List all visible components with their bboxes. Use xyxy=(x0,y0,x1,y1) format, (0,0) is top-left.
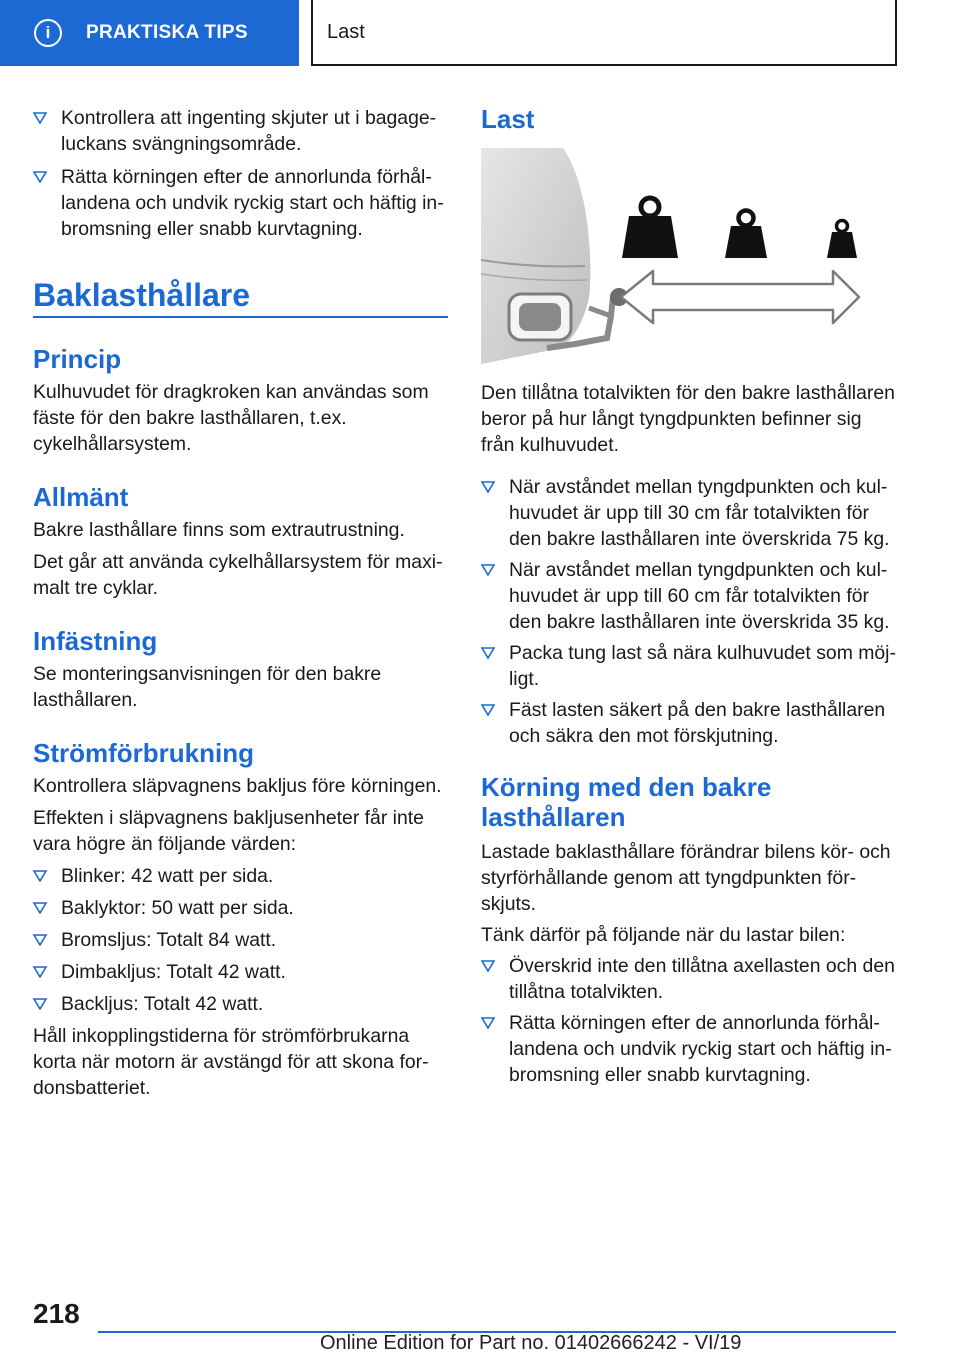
korning-heading: Körning med den bakre lasthållaren xyxy=(481,772,772,832)
triangle-bullet-icon xyxy=(481,647,495,659)
strom-text-1: Kontrollera släpvagnens bakljus före körningen. xyxy=(33,775,442,797)
list-item: Rätta körningen efter de annorlunda förhållandena och undvik ryckig start och häftig inbromsning eller snabb kurvtagning. xyxy=(33,164,448,242)
strom-text-3: Håll inkopplingstiderna för strömförbrukarna korta när motorn är avstängd för att skona fordonsbatteriet. xyxy=(33,1025,429,1099)
korning-list xyxy=(481,953,899,1088)
topic-label: Last xyxy=(327,20,365,43)
load-list xyxy=(481,474,899,749)
list-item: Fäst lasten säkert på den bakre lasthållaren och säkra den mot förskjutning. xyxy=(481,697,899,749)
list-item: Överskrid inte den tillåtna axellasten och den tillåtna totalvikten. xyxy=(481,953,899,1005)
chapter-title: Baklasthållare xyxy=(33,277,251,313)
infastning-text: Se monteringsanvisningen för den bakre lasthållaren. xyxy=(33,663,382,711)
list-item: Baklyktor: 50 watt per sida. xyxy=(33,895,448,921)
triangle-bullet-icon xyxy=(33,998,47,1010)
triangle-bullet-icon xyxy=(33,112,47,124)
triangle-bullet-icon xyxy=(33,902,47,914)
edition-text: Online Edition for Part no. 01402666242 - VI/19 xyxy=(320,1332,742,1354)
last-heading: Last xyxy=(481,104,535,134)
list-item: När avståndet mellan tyngdpunkten och kulhuvudet är upp till 60 cm får totalvikten för den bakre lasthållaren inte överskrida 35 kg. xyxy=(481,557,899,635)
triangle-bullet-icon xyxy=(481,564,495,576)
last-intro: Den tillåtna totalvikten för den bakre lasthållaren beror på hur långt tyngdpunkten befinner sig från kulhuvudet. xyxy=(481,382,895,456)
strom-text-2: Effekten i släpvagnens bakljusenheter får inte vara högre än följande värden: xyxy=(33,807,424,855)
triangle-bullet-icon xyxy=(481,704,495,716)
triangle-bullet-icon xyxy=(481,960,495,972)
infastning-heading: Infästning xyxy=(33,626,158,656)
topic-header xyxy=(311,0,897,66)
power-list xyxy=(33,863,448,1017)
list-item: Bromsljus: Totalt 84 watt. xyxy=(33,927,448,953)
load-distance-illustration xyxy=(481,148,897,364)
list-item: Kontrollera att ingenting skjuter ut i bagageluckans svängningsområde. xyxy=(33,105,448,157)
list-item: När avståndet mellan tyngdpunkten och kulhuvudet är upp till 30 cm får totalvikten för den bakre lasthållaren inte överskrida 75 kg. xyxy=(481,474,899,552)
list-item: Rätta körningen efter de annorlunda förhållandena och undvik ryckig start och häftig inbromsning eller snabb kurvtagning. xyxy=(481,1010,899,1088)
allmant-text-2: Det går att använda cykelhållarsystem för maximalt tre cyklar. xyxy=(33,551,443,599)
info-icon: i xyxy=(34,19,62,47)
title-divider xyxy=(33,316,448,318)
princip-text: Kulhuvudet för dragkroken kan användas som fäste för den bakre lasthållaren, t.ex. cykelhållarsystem. xyxy=(33,381,429,455)
strom-heading: Strömförbrukning xyxy=(33,738,254,768)
list-item: Dimbakljus: Totalt 42 watt. xyxy=(33,959,448,985)
allmant-heading: Allmänt xyxy=(33,482,129,512)
triangle-bullet-icon xyxy=(33,870,47,882)
triangle-bullet-icon xyxy=(481,1017,495,1029)
korning-text-2: Tänk därför på följande när du lastar bilen: xyxy=(481,924,846,946)
triangle-bullet-icon xyxy=(33,934,47,946)
allmant-text-1: Bakre lasthållare finns som extrautrustning. xyxy=(33,519,405,541)
top-bullet-list xyxy=(33,105,448,242)
list-item: Backljus: Totalt 42 watt. xyxy=(33,991,448,1017)
page-number: 218 xyxy=(33,1298,80,1329)
triangle-bullet-icon xyxy=(33,171,47,183)
list-item: Blinker: 42 watt per sida. xyxy=(33,863,448,889)
list-item: Packa tung last så nära kulhuvudet som möjligt. xyxy=(481,640,899,692)
triangle-bullet-icon xyxy=(33,966,47,978)
triangle-bullet-icon xyxy=(481,481,495,493)
section-tab-label: PRAKTISKA TIPS xyxy=(86,22,248,43)
korning-text-1: Lastade baklasthållare förändrar bilens kör- och styrförhållande genom att tyngdpunkten förskjuts. xyxy=(481,841,891,915)
princip-heading: Princip xyxy=(33,344,122,374)
section-tab[interactable] xyxy=(0,0,299,66)
